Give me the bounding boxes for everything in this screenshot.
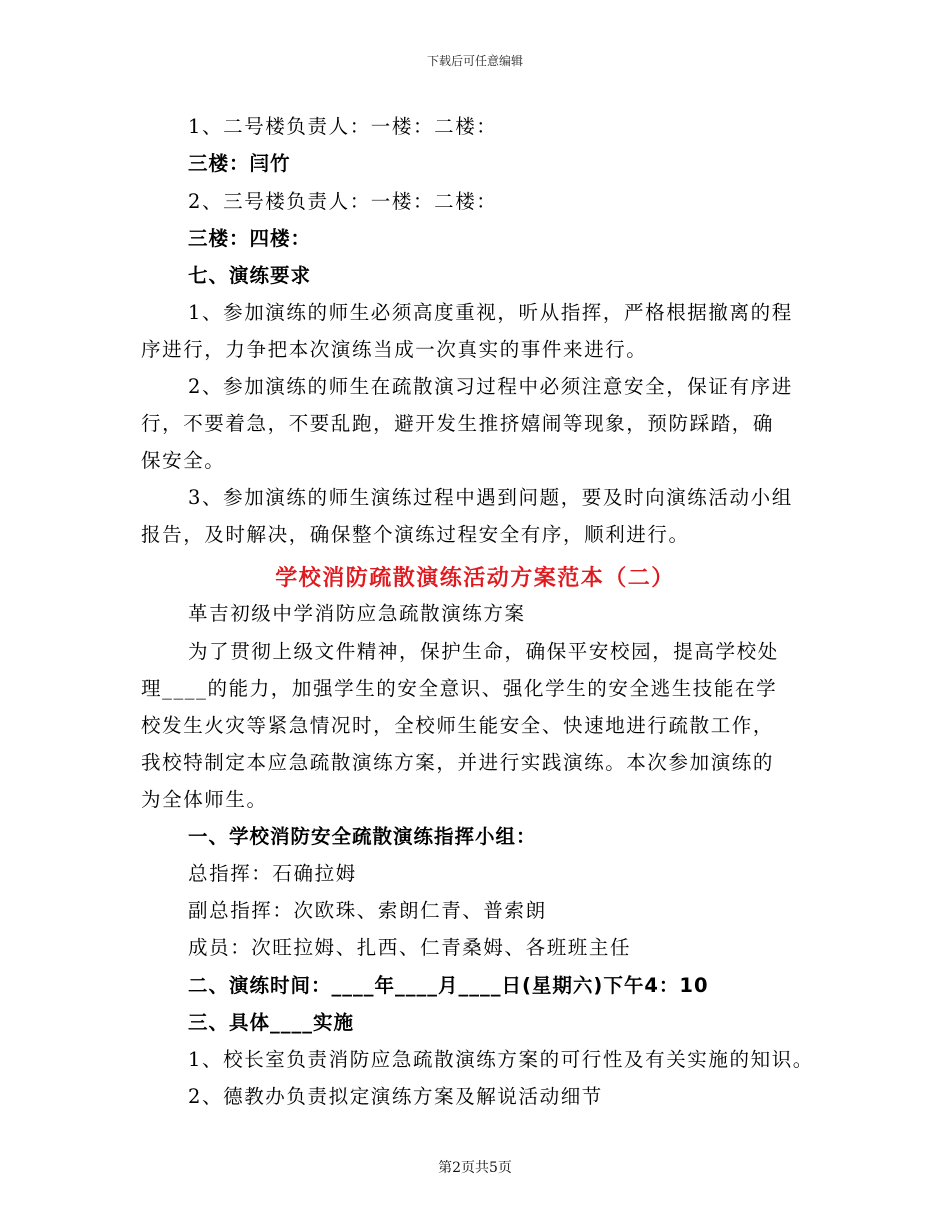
page-header: 下载后可任意编辑 bbox=[426, 54, 523, 68]
text-line: 3、参加演练的师生演练过程中遇到问题，要及时向演练活动小组 bbox=[188, 486, 793, 509]
text-line: 1、二号楼负责人：一楼：二楼： bbox=[188, 115, 498, 138]
text-line: 副总指挥：次欧珠、索朗仁青、普索朗 bbox=[188, 899, 547, 922]
text-line: 我校特制定本应急疏散演练方案，并进行实践演练。本次参加演练的 bbox=[141, 751, 775, 774]
text-line: 校发生火灾等紧急情况时，全校师生能安全、快速地进行疏散工作， bbox=[141, 714, 775, 737]
text-line: 理____的能力，加强学生的安全意识、强化学生的安全逃生技能在学 bbox=[141, 677, 778, 700]
text-line: 2、参加演练的师生在疏散演习过程中必须注意安全，保证有序进 bbox=[188, 375, 793, 398]
text-line: 为全体师生。 bbox=[141, 788, 268, 811]
text-line: 序进行，力争把本次演练当成一次真实的事件来进行。 bbox=[141, 338, 648, 361]
text-line: 1、校长室负责消防应急疏散演练方案的可行性及有关实施的知识。 bbox=[188, 1048, 814, 1071]
section-heading: 一、学校消防安全疏散演练指挥小组： bbox=[188, 825, 537, 848]
page-footer: 第2页共5页 bbox=[438, 1160, 512, 1176]
text-line: 成员：次旺拉姆、扎西、仁青桑姆、各班班主任 bbox=[188, 936, 632, 959]
text-line: 2、德教办负责拟定演练方案及解说活动细节 bbox=[188, 1085, 603, 1108]
text-line: 革吉初级中学消防应急疏散演练方案 bbox=[188, 602, 526, 625]
section-heading: 二、演练时间：____年____月____日(星期六)下午4：10 bbox=[188, 974, 709, 997]
text-line: 报告，及时解决，确保整个演练过程安全有序，顺利进行。 bbox=[141, 523, 690, 546]
section-heading: 七、演练要求 bbox=[188, 264, 312, 287]
text-line: 三楼：闫竹 bbox=[188, 152, 291, 175]
text-line: 1、参加演练的师生必须高度重视，听从指挥，严格根据撤离的程 bbox=[188, 301, 793, 324]
text-line: 总指挥：石确拉姆 bbox=[188, 862, 357, 885]
text-line: 保安全。 bbox=[141, 449, 226, 472]
section-heading: 三、具体____实施 bbox=[188, 1011, 355, 1034]
document-title: 学校消防疏散演练活动方案范本（二） bbox=[275, 566, 675, 591]
text-line: 2、三号楼负责人：一楼：二楼： bbox=[188, 190, 498, 213]
text-line: 三楼：四楼： bbox=[188, 227, 312, 250]
text-line: 为了贯彻上级文件精神，保护生命，确保平安校园，提高学校处 bbox=[188, 640, 779, 663]
text-line: 行，不要着急，不要乱跑，避开发生推挤嬉闹等现象，预防踩踏，确 bbox=[141, 412, 775, 435]
